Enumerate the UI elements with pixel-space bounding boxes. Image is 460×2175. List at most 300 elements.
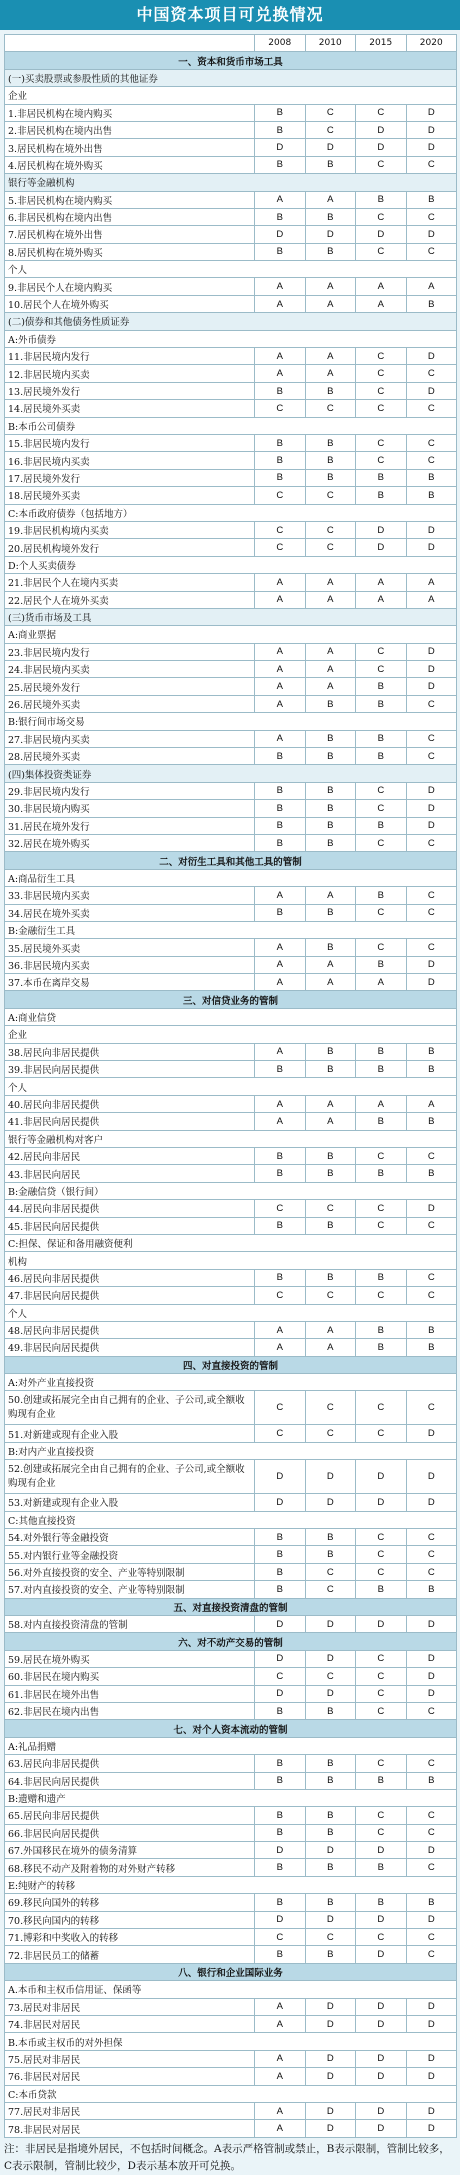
rating-cell: C <box>255 400 306 417</box>
table-row <box>5 904 457 921</box>
table-row <box>5 2102 457 2119</box>
subsection-row <box>5 2033 457 2050</box>
rating-cell: B <box>356 678 407 695</box>
rating-cell: B <box>406 1061 457 1078</box>
rating-cell: C <box>406 1702 457 1719</box>
rating-cell: A <box>305 661 356 678</box>
rating-cell: D <box>356 1842 407 1859</box>
rating-cell: B <box>305 1043 356 1060</box>
item-label: 41.非居民向居民提供 <box>5 1113 255 1130</box>
item-label: 26.居民境外买卖 <box>5 695 255 712</box>
item-label: 7.居民机构在境外出售 <box>5 226 255 243</box>
section-title: 二、对衍生工具和其他工具的管制 <box>5 852 457 869</box>
item-label: 64.非居民向居民提供 <box>5 1772 255 1789</box>
subsection-label: 机构 <box>5 1252 457 1269</box>
item-label: 19.非居民机构境内买卖 <box>5 521 255 538</box>
rating-cell: C <box>356 1668 407 1685</box>
item-label: 74.非居民对居民 <box>5 2015 255 2032</box>
table-row <box>5 1911 457 1928</box>
item-label: 6.非居民机构在境内出售 <box>5 208 255 225</box>
table-row <box>5 121 457 138</box>
rating-cell: A <box>305 295 356 312</box>
item-label: 28.居民境外买卖 <box>5 748 255 765</box>
item-label: 59.居民在境外购买 <box>5 1650 255 1667</box>
rating-cell: C <box>356 156 407 173</box>
rating-cell: C <box>406 834 457 851</box>
table-row <box>5 2050 457 2067</box>
rating-cell: C <box>406 243 457 260</box>
item-label: 65.居民向非居民提供 <box>5 1807 255 1824</box>
year-header-row <box>5 35 457 52</box>
rating-cell: B <box>406 1581 457 1598</box>
rating-cell: C <box>406 904 457 921</box>
rating-cell: D <box>305 1460 356 1494</box>
item-label: 55.对内银行业等金融投资 <box>5 1546 255 1563</box>
table-row <box>5 1842 457 1859</box>
rating-cell: B <box>406 191 457 208</box>
rating-cell: D <box>406 1685 457 1702</box>
rating-cell: A <box>255 939 306 956</box>
item-label: 67.外国移民在境外的债务清算 <box>5 1842 255 1859</box>
rating-cell: B <box>255 748 306 765</box>
table-row <box>5 1529 457 1546</box>
rating-cell: D <box>406 1494 457 1511</box>
rating-cell: B <box>356 1894 407 1911</box>
rating-cell: A <box>255 1998 306 2015</box>
rating-cell: C <box>356 782 407 799</box>
section-header-row <box>5 52 457 69</box>
item-label: 25.居民境外发行 <box>5 678 255 695</box>
rating-cell: D <box>356 2015 407 2032</box>
rating-cell: D <box>406 782 457 799</box>
rating-cell: B <box>356 1113 407 1130</box>
rating-cell: C <box>356 348 407 365</box>
table-row <box>5 2120 457 2137</box>
rating-cell: A <box>305 1321 356 1338</box>
rating-cell: C <box>406 1269 457 1286</box>
rating-cell: B <box>255 800 306 817</box>
subsection-label: B:遗赠和遗产 <box>5 1789 457 1806</box>
table-row <box>5 956 457 973</box>
table-row <box>5 1425 457 1442</box>
table-row <box>5 1929 457 1946</box>
rating-cell: C <box>356 800 407 817</box>
item-label: 77.居民对非居民 <box>5 2102 255 2119</box>
rating-cell: B <box>305 1148 356 1165</box>
rating-cell: C <box>406 1563 457 1580</box>
table-row <box>5 574 457 591</box>
section-title: 六、对不动产交易的管制 <box>5 1633 457 1650</box>
item-label: 43.非居民向居民 <box>5 1165 255 1182</box>
rating-cell: B <box>356 817 407 834</box>
subsection-row <box>5 765 457 782</box>
rating-cell: B <box>356 1339 407 1356</box>
rating-cell: B <box>356 1321 407 1338</box>
rating-cell: A <box>305 1113 356 1130</box>
rating-cell: D <box>255 1615 306 1632</box>
rating-cell: D <box>406 1460 457 1494</box>
rating-cell: A <box>255 1043 306 1060</box>
table-row <box>5 452 457 469</box>
item-label: 20.居民机构境外发行 <box>5 539 255 556</box>
rating-cell: C <box>255 1425 306 1442</box>
rating-cell: D <box>406 104 457 121</box>
subsection-row <box>5 504 457 521</box>
rating-cell: B <box>305 939 356 956</box>
rating-cell: B <box>255 1529 306 1546</box>
section-title: 四、对直接投资的管制 <box>5 1356 457 1373</box>
subsection-row <box>5 869 457 886</box>
rating-cell: A <box>305 591 356 608</box>
item-label: 8.居民机构在境外购买 <box>5 243 255 260</box>
rating-cell: A <box>305 1095 356 1112</box>
rating-cell: C <box>305 1287 356 1304</box>
table-row <box>5 278 457 295</box>
subsection-label: 个人 <box>5 1304 457 1321</box>
section-title: 五、对直接投资清盘的管制 <box>5 1598 457 1615</box>
section-header-row <box>5 1356 457 1373</box>
table-row <box>5 695 457 712</box>
rating-cell: B <box>255 1755 306 1772</box>
rating-cell: D <box>305 1998 356 2015</box>
rating-cell: D <box>356 226 407 243</box>
table-row <box>5 1685 457 1702</box>
subsection-label: B:银行间市场交易 <box>5 713 457 730</box>
rating-cell: C <box>356 1529 407 1546</box>
rating-cell: D <box>406 121 457 138</box>
subsection-row <box>5 417 457 434</box>
table-row <box>5 139 457 156</box>
rating-cell: B <box>305 1755 356 1772</box>
item-label: 30.非居民境内购买 <box>5 800 255 817</box>
rating-cell: B <box>255 382 306 399</box>
item-label: 23.非居民境内发行 <box>5 643 255 660</box>
table-row <box>5 434 457 451</box>
rating-cell: B <box>356 1581 407 1598</box>
rating-cell: D <box>406 678 457 695</box>
table-row <box>5 1615 457 1632</box>
rating-cell: C <box>356 243 407 260</box>
item-label: 62.非居民在境内出售 <box>5 1702 255 1719</box>
item-label: 35.居民境外买卖 <box>5 939 255 956</box>
rating-cell: C <box>356 1391 407 1425</box>
rating-cell: B <box>305 748 356 765</box>
rating-cell: D <box>406 1998 457 2015</box>
subsection-label: A.本币和主权币信用证、保函等 <box>5 1981 457 1998</box>
item-label: 15.非居民境内发行 <box>5 434 255 451</box>
rating-cell: C <box>406 208 457 225</box>
rating-cell: B <box>406 487 457 504</box>
rating-cell: A <box>255 2120 306 2137</box>
rating-cell: B <box>305 1894 356 1911</box>
rating-cell: D <box>406 1200 457 1217</box>
item-label: 63.居民向非居民提供 <box>5 1755 255 1772</box>
rating-cell: A <box>356 974 407 991</box>
subsection-row <box>5 1304 457 1321</box>
rating-cell: B <box>305 1946 356 1963</box>
rating-cell: B <box>356 487 407 504</box>
rating-cell: A <box>255 956 306 973</box>
subsection-row <box>5 1182 457 1199</box>
subsection-row <box>5 1981 457 1998</box>
rating-cell: B <box>305 452 356 469</box>
item-label: 18.居民境外买卖 <box>5 487 255 504</box>
rating-cell: D <box>406 1425 457 1442</box>
subsection-label: 企业 <box>5 1026 457 1043</box>
subsection-label: 个人 <box>5 261 457 278</box>
rating-cell: D <box>305 2050 356 2067</box>
subsection-label: A:礼品捐赠 <box>5 1737 457 1754</box>
item-label: 73.居民对非居民 <box>5 1998 255 2015</box>
rating-cell: A <box>255 2050 306 2067</box>
rating-cell: B <box>406 1113 457 1130</box>
table-row <box>5 834 457 851</box>
rating-cell: C <box>305 539 356 556</box>
rating-cell: A <box>305 278 356 295</box>
table-row <box>5 1339 457 1356</box>
rating-cell: D <box>406 2120 457 2137</box>
table-row <box>5 1113 457 1130</box>
rating-cell: D <box>305 1650 356 1667</box>
subsection-label: 企业 <box>5 87 457 104</box>
rating-cell: B <box>356 1859 407 1876</box>
table-row <box>5 365 457 382</box>
rating-cell: B <box>255 817 306 834</box>
rating-cell: D <box>406 974 457 991</box>
rating-cell: D <box>356 2120 407 2137</box>
subsection-row <box>5 1252 457 1269</box>
subsection-label: 银行等金融机构 <box>5 174 457 191</box>
rating-cell: A <box>305 365 356 382</box>
year-header: 2010 <box>305 35 356 52</box>
item-label: 16.非居民境内买卖 <box>5 452 255 469</box>
subsection-label: (一)买卖股票或参股性质的其他证券 <box>5 69 457 86</box>
table-row <box>5 348 457 365</box>
subsection-row <box>5 556 457 573</box>
rating-cell: B <box>406 1321 457 1338</box>
table-row <box>5 1165 457 1182</box>
item-label: 9.非居民个人在境内购买 <box>5 278 255 295</box>
section-title: 三、对信贷业务的管制 <box>5 991 457 1008</box>
rating-cell: C <box>305 487 356 504</box>
subsection-row <box>5 1078 457 1095</box>
rating-cell: C <box>356 1929 407 1946</box>
subsection-label: C:本币贷款 <box>5 2085 457 2102</box>
rating-cell: D <box>305 1842 356 1859</box>
year-header: 2015 <box>356 35 407 52</box>
rating-cell: D <box>356 139 407 156</box>
rating-cell: C <box>356 1287 407 1304</box>
rating-cell: D <box>255 1842 306 1859</box>
subsection-label: B:对内产业直接投资 <box>5 1442 457 1459</box>
rating-cell: C <box>255 1929 306 1946</box>
table-row <box>5 1859 457 1876</box>
table-row <box>5 678 457 695</box>
rating-cell: D <box>356 2102 407 2119</box>
table-row <box>5 226 457 243</box>
subsection-row <box>5 1130 457 1147</box>
section-header-row <box>5 1598 457 1615</box>
rating-cell: B <box>255 904 306 921</box>
subsection-row <box>5 626 457 643</box>
rating-cell: C <box>406 400 457 417</box>
item-label: 17.居民境外发行 <box>5 469 255 486</box>
rating-cell: C <box>406 1946 457 1963</box>
subsection-row <box>5 174 457 191</box>
rating-cell: D <box>305 1911 356 1928</box>
rating-cell: A <box>305 1339 356 1356</box>
rating-cell: A <box>255 348 306 365</box>
rating-cell: D <box>406 348 457 365</box>
table-row <box>5 1946 457 1963</box>
rating-cell: B <box>255 834 306 851</box>
rating-cell: A <box>305 191 356 208</box>
rating-cell: C <box>356 1200 407 1217</box>
rating-cell: C <box>356 1425 407 1442</box>
rating-cell: A <box>305 643 356 660</box>
subsection-row <box>5 69 457 86</box>
table-row <box>5 782 457 799</box>
table-row <box>5 2068 457 2085</box>
rating-cell: D <box>305 2068 356 2085</box>
subsection-row <box>5 1026 457 1043</box>
rating-cell: B <box>255 1772 306 1789</box>
item-label: 40.居民向非居民提供 <box>5 1095 255 1112</box>
rating-cell: B <box>305 782 356 799</box>
rating-cell: C <box>356 661 407 678</box>
section-title: 七、对个人资本流动的管制 <box>5 1720 457 1737</box>
rating-cell: A <box>255 2015 306 2032</box>
table-row <box>5 661 457 678</box>
table-row <box>5 1148 457 1165</box>
rating-cell: B <box>356 695 407 712</box>
rating-cell: C <box>406 939 457 956</box>
rating-cell: D <box>406 661 457 678</box>
item-label: 33.非居民境内买卖 <box>5 887 255 904</box>
rating-cell: B <box>356 1061 407 1078</box>
item-label: 46.居民向非居民提供 <box>5 1269 255 1286</box>
rating-cell: D <box>406 2102 457 2119</box>
rating-cell: D <box>356 1460 407 1494</box>
rating-cell: B <box>305 1217 356 1234</box>
item-label: 22.居民个人在境外买卖 <box>5 591 255 608</box>
rating-cell: D <box>406 139 457 156</box>
rating-cell: D <box>356 1615 407 1632</box>
rating-cell: B <box>255 1269 306 1286</box>
rating-cell: C <box>406 887 457 904</box>
table-row <box>5 1998 457 2015</box>
rating-cell: B <box>406 295 457 312</box>
rating-cell: D <box>406 1842 457 1859</box>
table-row <box>5 1668 457 1685</box>
subsection-label: B.本币或主权币的对外担保 <box>5 2033 457 2050</box>
rating-cell: C <box>356 1563 407 1580</box>
section-title: 八、银行和企业国际业务 <box>5 1963 457 1980</box>
item-label: 57.对内直接投资的安全、产业等特别限制 <box>5 1581 255 1598</box>
subsection-label: C:其他直接投资 <box>5 1511 457 1528</box>
table-row <box>5 487 457 504</box>
rating-cell: B <box>356 1043 407 1060</box>
rating-cell: C <box>356 904 407 921</box>
rating-cell: C <box>305 1563 356 1580</box>
rating-cell: B <box>406 1339 457 1356</box>
item-label: 42.居民向非居民 <box>5 1148 255 1165</box>
rating-cell: B <box>305 1807 356 1824</box>
rating-cell: C <box>356 208 407 225</box>
rating-cell: B <box>305 1772 356 1789</box>
rating-cell: D <box>356 1998 407 2015</box>
rating-cell: C <box>406 748 457 765</box>
rating-cell: B <box>255 1148 306 1165</box>
table-row <box>5 1581 457 1598</box>
rating-cell: A <box>255 1095 306 1112</box>
table-row <box>5 469 457 486</box>
rating-cell: C <box>356 365 407 382</box>
rating-cell: D <box>305 1685 356 1702</box>
rating-cell: D <box>356 121 407 138</box>
rating-cell: C <box>356 382 407 399</box>
rating-cell: A <box>255 1321 306 1338</box>
item-label: 3.居民机构在境外出售 <box>5 139 255 156</box>
rating-cell: B <box>255 104 306 121</box>
table-row <box>5 591 457 608</box>
table-row <box>5 643 457 660</box>
table-row <box>5 1494 457 1511</box>
rating-cell: B <box>255 156 306 173</box>
item-label: 11.非居民境内发行 <box>5 348 255 365</box>
rating-cell: B <box>255 1859 306 1876</box>
rating-cell: D <box>255 139 306 156</box>
rating-cell: B <box>406 1043 457 1060</box>
rating-cell: C <box>406 695 457 712</box>
table-row <box>5 1200 457 1217</box>
rating-cell: C <box>356 1546 407 1563</box>
table-row <box>5 1772 457 1789</box>
rating-cell: B <box>305 800 356 817</box>
table-row <box>5 400 457 417</box>
subsection-label: C:本币政府债券（包括地方） <box>5 504 457 521</box>
rating-cell: A <box>356 295 407 312</box>
rating-cell: C <box>356 1824 407 1841</box>
table-row <box>5 191 457 208</box>
rating-cell: B <box>305 1061 356 1078</box>
rating-cell: D <box>305 226 356 243</box>
rating-cell: C <box>406 1529 457 1546</box>
rating-cell: A <box>305 574 356 591</box>
table-row <box>5 1702 457 1719</box>
item-label: 24.非居民境内买卖 <box>5 661 255 678</box>
item-label: 61.非居民在境外出售 <box>5 1685 255 1702</box>
item-label: 31.居民在境外发行 <box>5 817 255 834</box>
subsection-label: A:外币债券 <box>5 330 457 347</box>
rating-cell: D <box>356 2068 407 2085</box>
rating-cell: A <box>406 591 457 608</box>
header-blank <box>5 35 255 52</box>
rating-cell: C <box>305 1425 356 1442</box>
subsection-label: (四)集体投资类证券 <box>5 765 457 782</box>
rating-cell: D <box>406 2050 457 2067</box>
item-label: 39.非居民向居民提供 <box>5 1061 255 1078</box>
item-label: 78.非居民对居民 <box>5 2120 255 2137</box>
rating-cell: B <box>305 469 356 486</box>
subsection-label: B:金融信贷（银行间） <box>5 1182 457 1199</box>
rating-cell: D <box>406 1615 457 1632</box>
item-label: 14.居民境外买卖 <box>5 400 255 417</box>
rating-cell: C <box>305 1200 356 1217</box>
rating-cell: B <box>255 1061 306 1078</box>
subsection-row <box>5 2085 457 2102</box>
item-label: 12.非居民境内买卖 <box>5 365 255 382</box>
